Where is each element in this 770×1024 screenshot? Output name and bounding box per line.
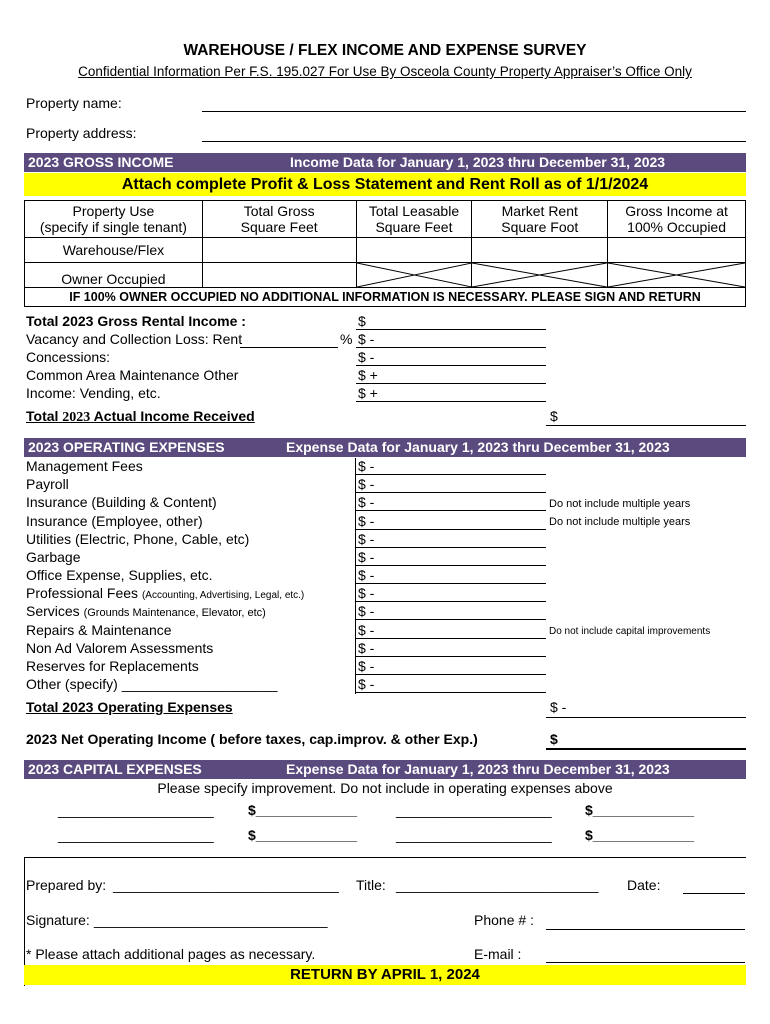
warehouse-market-rent-input[interactable] — [472, 238, 608, 263]
expense-sign: $ - — [358, 658, 375, 674]
title-field[interactable]: __________________________ — [396, 877, 599, 893]
date-field[interactable] — [683, 893, 745, 894]
repairs-field[interactable] — [356, 638, 546, 639]
expense-label: Professional Fees (Accounting, Advertising, Legal, etc.) — [26, 585, 305, 601]
operating-expenses-header — [24, 438, 746, 457]
vacancy-amount-field[interactable] — [356, 347, 546, 348]
expense-sign: $ - — [358, 476, 375, 492]
crossed-cell — [608, 263, 746, 288]
capital-amount-field[interactable]: $_____________ — [248, 802, 358, 818]
capital-amount-field[interactable]: $_____________ — [248, 827, 358, 843]
expense-label: Repairs & Maintenance — [26, 622, 172, 638]
capital-instruction: Please specify improvement. Do not include in operating expenses above — [157, 780, 613, 796]
expense-note: Do not include multiple years — [549, 498, 691, 510]
table-row — [25, 263, 746, 288]
row-label-owner-occupied: Owner Occupied — [25, 263, 203, 288]
income-line-label: Total 2023 Gross Rental Income : — [26, 313, 246, 329]
income-line-label: Income: Vending, etc. — [26, 385, 161, 401]
income-table — [24, 200, 746, 307]
page-subtitle: Confidential Information Per F.S. 195.027 For Use By Osceola County Property Appraiser’s Office Only — [78, 64, 692, 79]
expense-label: Reserves for Replacements — [26, 658, 199, 674]
other-expense-field[interactable] — [356, 692, 546, 693]
expense-label: Insurance (Employee, other) — [26, 513, 203, 529]
capital-improvement-field[interactable]: ____________________ — [58, 827, 214, 843]
expense-sign: $ - — [358, 494, 375, 510]
income-line-sign: $ — [358, 313, 366, 329]
warehouse-gross-sf-input[interactable] — [202, 238, 356, 263]
income-line-sign: $ + — [358, 385, 378, 401]
crossed-cell — [356, 263, 472, 288]
crossed-cell — [472, 263, 608, 288]
office-expense-field[interactable] — [356, 583, 546, 584]
income-line-label: Vacancy and Collection Loss: Rent — [26, 331, 243, 347]
expense-label: Utilities (Electric, Phone, Cable, etc) — [26, 531, 250, 547]
capital-improvement-field[interactable]: ____________________ — [396, 827, 552, 843]
date-label: Date: — [627, 877, 661, 893]
total-expenses-sign: $ - — [550, 699, 567, 715]
expense-sign: $ - — [358, 549, 375, 565]
noi-sign: $ — [550, 731, 558, 747]
expense-sign: $ - — [358, 531, 375, 547]
attach-note: * Please attach additional pages as necessary. — [26, 946, 316, 962]
other-income-field[interactable] — [356, 401, 546, 402]
capital-improvement-field[interactable]: ____________________ — [58, 802, 214, 818]
gross-income-header-left: 2023 GROSS INCOME — [28, 154, 174, 170]
capital-expenses-header-left: 2023 CAPITAL EXPENSES — [28, 761, 202, 777]
expense-label: Insurance (Building & Content) — [26, 494, 217, 510]
email-label: E-mail : — [474, 946, 522, 962]
reserves-field[interactable] — [356, 674, 546, 675]
warehouse-gross-income-input[interactable] — [608, 238, 746, 263]
email-field[interactable] — [546, 962, 745, 963]
total-income-sign: $ — [550, 408, 558, 424]
income-line-sign: $ + — [358, 367, 378, 383]
expense-label: Non Ad Valorem Assessments — [26, 640, 214, 656]
expense-sign: $ - — [358, 640, 375, 656]
expense-label: Office Expense, Supplies, etc. — [26, 567, 213, 583]
col-gross-income: Gross Income at 100% Occupied — [608, 201, 746, 238]
capital-expenses-header-right: Expense Data for January 1, 2023 thru December 31, 2023 — [286, 761, 670, 777]
property-name-label: Property name: — [26, 95, 122, 111]
operating-expenses-header-right: Expense Data for January 1, 2023 thru December 31, 2023 — [286, 439, 670, 455]
expense-sign: $ - — [358, 458, 375, 474]
income-table-header-row — [25, 201, 746, 238]
services-field[interactable] — [356, 619, 546, 620]
income-line-sign: $ - — [358, 349, 375, 365]
capital-amount-field[interactable]: $_____________ — [585, 802, 695, 818]
management-fees-field[interactable] — [356, 474, 546, 475]
owner-occupied-notice: IF 100% OWNER OCCUPIED NO ADDITIONAL INFORMATION IS NECESSARY. PLEASE SIGN AND RETURN — [25, 288, 746, 307]
capital-improvement-field[interactable]: ____________________ — [396, 802, 552, 818]
phone-field[interactable] — [546, 929, 745, 930]
property-name-field[interactable] — [202, 111, 746, 112]
col-total-leasable-sf: Total Leasable Square Feet — [356, 201, 472, 238]
notice-row — [25, 288, 746, 307]
non-ad-valorem-field[interactable] — [356, 656, 546, 657]
garbage-field[interactable] — [356, 565, 546, 566]
prepared-by-field[interactable]: _____________________________ — [113, 877, 339, 893]
professional-fees-field[interactable] — [356, 601, 546, 602]
col-market-rent: Market Rent Square Foot — [472, 201, 608, 238]
expense-note: Do not include multiple years — [549, 516, 691, 528]
percent-sign: % — [340, 331, 353, 347]
insurance-building-field[interactable] — [356, 510, 546, 511]
expense-sign: $ - — [358, 603, 375, 619]
col-total-gross-sf: Total Gross Square Feet — [202, 201, 356, 238]
table-row — [25, 238, 746, 263]
row-label-warehouse-flex: Warehouse/Flex — [25, 238, 203, 263]
expense-label: Payroll — [26, 476, 69, 492]
title-label: Title: — [356, 877, 386, 893]
phone-label: Phone # : — [474, 912, 534, 928]
owner-gross-sf-input[interactable] — [202, 263, 356, 288]
vacancy-percent-field[interactable] — [240, 347, 338, 348]
warehouse-leasable-sf-input[interactable] — [356, 238, 472, 263]
noi-label: 2023 Net Operating Income ( before taxes, cap.improv. & other Exp.) — [26, 731, 478, 747]
expense-label: Garbage — [26, 549, 81, 565]
operating-expenses-header-left: 2023 OPERATING EXPENSES — [28, 439, 225, 455]
expense-sign: $ - — [358, 676, 375, 692]
signature-field[interactable]: ______________________________ — [94, 912, 328, 928]
income-line-label: Common Area Maintenance Other — [26, 367, 239, 383]
utilities-field[interactable] — [356, 547, 546, 548]
expense-sign: $ - — [358, 513, 375, 529]
concessions-field[interactable] — [356, 365, 546, 366]
noi-field[interactable] — [546, 748, 746, 750]
capital-amount-field[interactable]: $_____________ — [585, 827, 695, 843]
dollar-column-rule — [355, 458, 356, 694]
expense-note: Do not include capital improvements — [549, 626, 711, 637]
expense-sign: $ - — [358, 622, 375, 638]
total-expenses-label: Total 2023 Operating Expenses — [26, 699, 233, 715]
total-income-field[interactable] — [546, 425, 746, 426]
income-line-label: Concessions: — [26, 349, 111, 365]
payroll-field[interactable] — [356, 492, 546, 493]
signature-label: Signature: — [26, 912, 90, 928]
prepared-by-label: Prepared by: — [26, 877, 107, 893]
capital-expenses-header — [24, 760, 746, 779]
expense-label: Other (specify) ____________________ — [26, 676, 278, 692]
expense-sign: $ - — [358, 567, 375, 583]
cam-income-field[interactable] — [356, 383, 546, 384]
gross-income-header — [24, 153, 746, 172]
expense-sign: $ - — [358, 585, 375, 601]
income-line-sign: $ - — [358, 331, 375, 347]
return-by-banner: RETURN BY APRIL 1, 2024 — [24, 965, 746, 985]
attach-banner: Attach complete Profit & Loss Statement and Rent Roll as of 1/1/2024 — [24, 173, 746, 196]
gross-income-header-right: Income Data for January 1, 2023 thru December 31, 2023 — [290, 154, 666, 170]
col-property-use: Property Use (specify if single tenant) — [25, 201, 203, 238]
expense-label: Management Fees — [26, 458, 143, 474]
gross-rental-income-field[interactable] — [356, 329, 546, 330]
expense-label: Services (Grounds Maintenance, Elevator, etc) — [26, 603, 266, 619]
property-address-label: Property address: — [26, 125, 137, 141]
property-address-field[interactable] — [202, 141, 746, 142]
total-income-label: Total 2023 Actual Income Received — [26, 408, 255, 425]
total-expenses-field[interactable] — [546, 717, 746, 718]
insurance-employee-field[interactable] — [356, 529, 546, 530]
page-title: WAREHOUSE / FLEX INCOME AND EXPENSE SURVEY — [183, 42, 587, 59]
